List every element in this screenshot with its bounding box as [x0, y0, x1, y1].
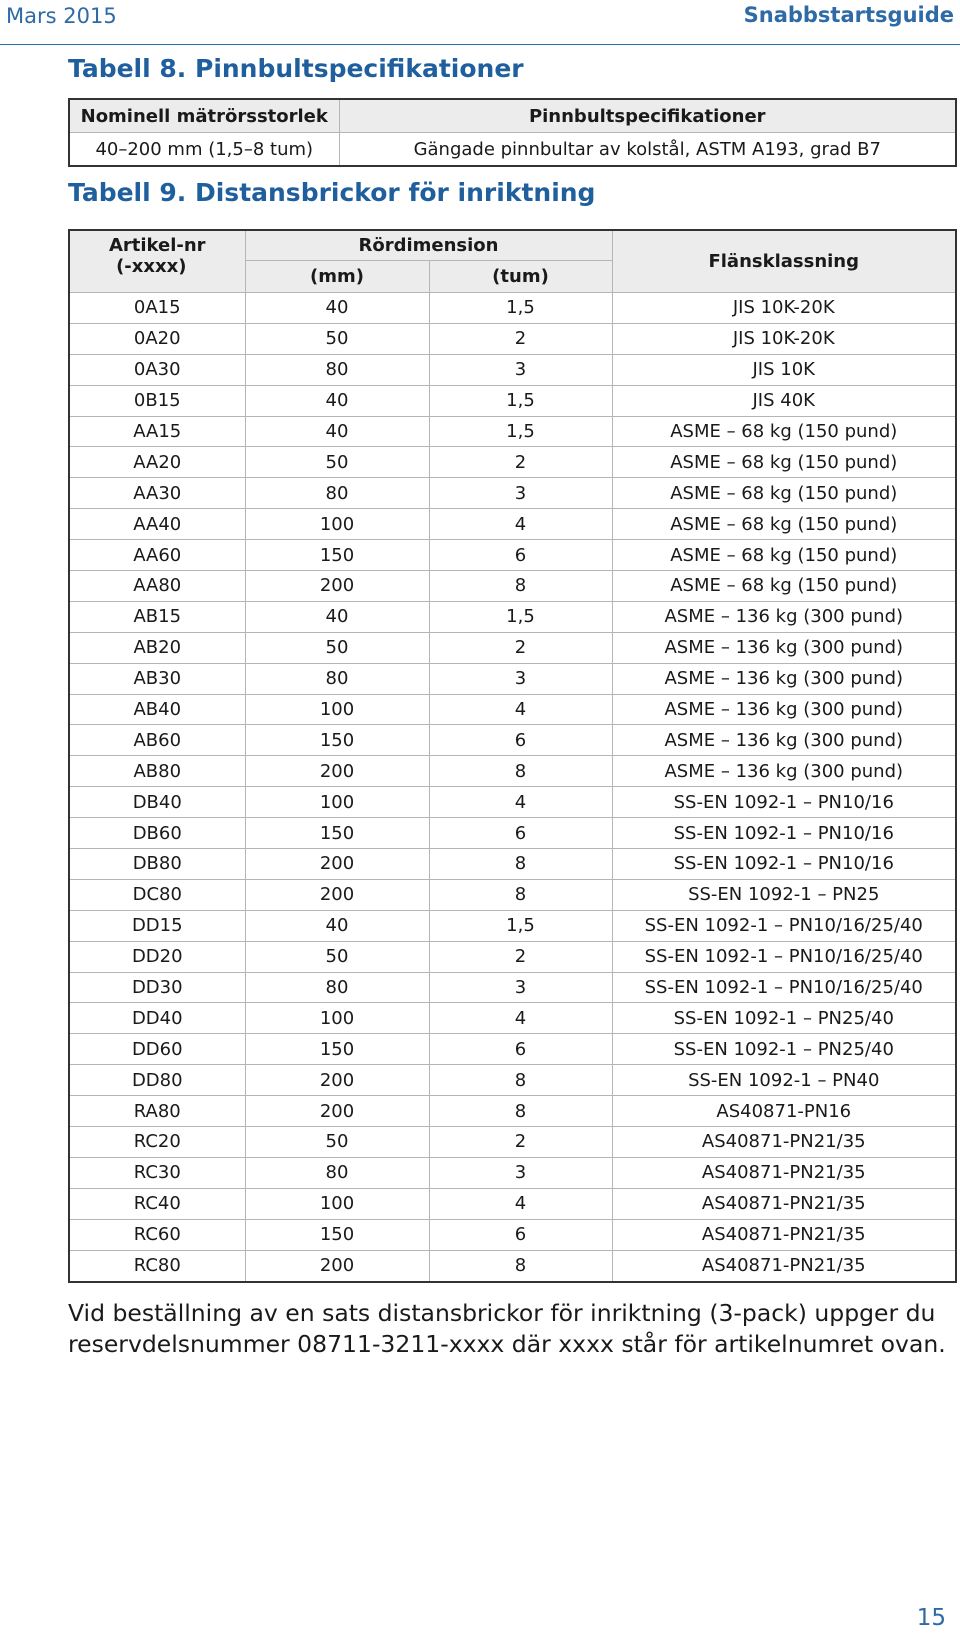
table-cell: 6: [429, 1219, 612, 1250]
table-cell: 100: [245, 509, 429, 540]
table-row: [69, 293, 956, 324]
table-cell: Gängade pinnbultar av kolstål, ASTM A193, grad B7: [339, 133, 956, 167]
table-row: [69, 725, 956, 756]
table-cell: AA20: [69, 447, 245, 478]
table-row: [69, 1188, 956, 1219]
table-cell: SS-EN 1092-1 – PN25: [612, 879, 956, 910]
table-cell: 8: [429, 571, 612, 602]
ordering-note: Vid beställning av en sats distansbrickor för inriktning (3-pack) uppger du reservdelsnummer 08711-3211-xxxx där xxxx står för artikelnumret ovan.: [68, 1299, 946, 1358]
table8-caption: Tabell 8. Pinnbultspecifikationer: [68, 54, 524, 83]
table-cell: 150: [245, 818, 429, 849]
table-cell: 1,5: [429, 910, 612, 941]
table-cell: 3: [429, 972, 612, 1003]
table-cell: ASME – 136 kg (300 pund): [612, 725, 956, 756]
page-number: 15: [916, 1605, 946, 1631]
table-cell: AB80: [69, 756, 245, 787]
table-cell: 200: [245, 756, 429, 787]
table-row: [69, 133, 956, 167]
table-cell: 40: [245, 601, 429, 632]
table-cell: 50: [245, 1127, 429, 1158]
table-cell: AB60: [69, 725, 245, 756]
table-row: [69, 818, 956, 849]
table-cell: DD15: [69, 910, 245, 941]
table-cell: ASME – 68 kg (150 pund): [612, 478, 956, 509]
table-cell: 1,5: [429, 385, 612, 416]
table-cell: RC40: [69, 1188, 245, 1219]
table-row: [69, 1003, 956, 1034]
table-cell: 8: [429, 879, 612, 910]
article-header-label: Artikel-nr: [108, 235, 206, 256]
table-cell: AA40: [69, 509, 245, 540]
table-cell: AB20: [69, 632, 245, 663]
table-cell: 80: [245, 972, 429, 1003]
table9-caption: Tabell 9. Distansbrickor för inriktning: [68, 178, 596, 207]
table-cell: SS-EN 1092-1 – PN40: [612, 1065, 956, 1096]
table-cell: DD30: [69, 972, 245, 1003]
table-cell: DD20: [69, 941, 245, 972]
table-cell: AA30: [69, 478, 245, 509]
table-row: [69, 416, 956, 447]
column-header-stud-bolt-spec: Pinnbultspecifikationer: [339, 99, 956, 133]
table-cell: ASME – 136 kg (300 pund): [612, 756, 956, 787]
table-row: [69, 323, 956, 354]
table-row: [69, 1096, 956, 1127]
table-cell: 2: [429, 447, 612, 478]
table-cell: 8: [429, 756, 612, 787]
table-cell: AA80: [69, 571, 245, 602]
table-cell: 3: [429, 354, 612, 385]
table-cell: 40–200 mm (1,5–8 tum): [69, 133, 339, 167]
table-cell: 80: [245, 478, 429, 509]
table-cell: 8: [429, 849, 612, 880]
header-divider: [0, 44, 960, 45]
table-cell: 1,5: [429, 416, 612, 447]
table-cell: RC20: [69, 1127, 245, 1158]
table-row: [69, 879, 956, 910]
table-cell: 8: [429, 1250, 612, 1281]
table-cell: 8: [429, 1096, 612, 1127]
table-cell: 3: [429, 663, 612, 694]
table-row: [69, 849, 956, 880]
table-cell: JIS 10K: [612, 354, 956, 385]
table-cell: 100: [245, 1188, 429, 1219]
table-cell: 200: [245, 849, 429, 880]
table-row: [69, 632, 956, 663]
table-cell: AS40871-PN21/35: [612, 1219, 956, 1250]
table-cell: ASME – 68 kg (150 pund): [612, 571, 956, 602]
article-header-sublabel: (-xxxx): [116, 256, 187, 277]
table-cell: 3: [429, 1157, 612, 1188]
table-cell: RC30: [69, 1157, 245, 1188]
table-cell: DD40: [69, 1003, 245, 1034]
table-cell: DD60: [69, 1034, 245, 1065]
table-cell: JIS 40K: [612, 385, 956, 416]
table-cell: SS-EN 1092-1 – PN10/16: [612, 818, 956, 849]
header-doc-title: Snabbstartsguide: [743, 3, 954, 27]
table-row: [69, 571, 956, 602]
table-cell: RA80: [69, 1096, 245, 1127]
table-cell: AB40: [69, 694, 245, 725]
table-cell: 0A20: [69, 323, 245, 354]
column-header-article: [69, 230, 245, 293]
table-row: [69, 663, 956, 694]
table-row: [69, 787, 956, 818]
table-row: [69, 694, 956, 725]
stud-bolt-spec-table: [68, 98, 957, 167]
table-cell: ASME – 136 kg (300 pund): [612, 632, 956, 663]
table-cell: ASME – 68 kg (150 pund): [612, 416, 956, 447]
table-cell: 80: [245, 663, 429, 694]
table-cell: 6: [429, 540, 612, 571]
table-cell: SS-EN 1092-1 – PN10/16/25/40: [612, 910, 956, 941]
table-cell: AB30: [69, 663, 245, 694]
alignment-spacer-table: [68, 229, 957, 1283]
table-row: [69, 972, 956, 1003]
table-row: [69, 540, 956, 571]
table-row: [69, 447, 956, 478]
table-row: [69, 1250, 956, 1281]
table-cell: AS40871-PN21/35: [612, 1188, 956, 1219]
table-row: [69, 1157, 956, 1188]
table-cell: 3: [429, 478, 612, 509]
table-cell: 200: [245, 879, 429, 910]
table-cell: 4: [429, 509, 612, 540]
table-cell: DD80: [69, 1065, 245, 1096]
table-row: [69, 910, 956, 941]
table-row: [69, 1127, 956, 1158]
table-cell: RC80: [69, 1250, 245, 1281]
table-body: [69, 293, 956, 1282]
table-cell: 50: [245, 447, 429, 478]
table-cell: 4: [429, 1188, 612, 1219]
table-cell: DB40: [69, 787, 245, 818]
table-cell: SS-EN 1092-1 – PN10/16/25/40: [612, 941, 956, 972]
table-header-row: [69, 99, 956, 133]
table-cell: 2: [429, 632, 612, 663]
table-cell: SS-EN 1092-1 – PN25/40: [612, 1034, 956, 1065]
table-cell: 50: [245, 941, 429, 972]
header-date: Mars 2015: [6, 4, 117, 28]
table-row: [69, 385, 956, 416]
table-cell: SS-EN 1092-1 – PN10/16: [612, 849, 956, 880]
table-cell: SS-EN 1092-1 – PN10/16/25/40: [612, 972, 956, 1003]
table-cell: 50: [245, 323, 429, 354]
table-cell: 150: [245, 1219, 429, 1250]
column-header-pipe-dimension: Rördimension: [245, 230, 612, 261]
table-cell: 200: [245, 1096, 429, 1127]
table-cell: 6: [429, 1034, 612, 1065]
column-header-inch: (tum): [429, 261, 612, 293]
table-row: [69, 1219, 956, 1250]
table-cell: 150: [245, 540, 429, 571]
table-cell: 80: [245, 354, 429, 385]
table-cell: 100: [245, 787, 429, 818]
table-cell: DB80: [69, 849, 245, 880]
table-row: [69, 1034, 956, 1065]
table-cell: JIS 10K-20K: [612, 293, 956, 324]
table-cell: 6: [429, 725, 612, 756]
table-cell: 4: [429, 787, 612, 818]
table-cell: 100: [245, 1003, 429, 1034]
column-header-mm: (mm): [245, 261, 429, 293]
table-cell: AB15: [69, 601, 245, 632]
table-cell: RC60: [69, 1219, 245, 1250]
table-cell: 150: [245, 725, 429, 756]
table-cell: JIS 10K-20K: [612, 323, 956, 354]
table-cell: 4: [429, 694, 612, 725]
table-cell: 0B15: [69, 385, 245, 416]
table-cell: 40: [245, 910, 429, 941]
table-row: [69, 478, 956, 509]
table-cell: AS40871-PN21/35: [612, 1157, 956, 1188]
table-row: [69, 941, 956, 972]
table-cell: 2: [429, 941, 612, 972]
table-cell: 80: [245, 1157, 429, 1188]
table-cell: 40: [245, 385, 429, 416]
table-cell: 0A30: [69, 354, 245, 385]
table-cell: 1,5: [429, 293, 612, 324]
table-cell: 2: [429, 323, 612, 354]
table-header-row: [69, 230, 956, 261]
column-header-flange-rating: Flänsklassning: [612, 230, 956, 293]
table-cell: 1,5: [429, 601, 612, 632]
table-cell: ASME – 68 kg (150 pund): [612, 509, 956, 540]
table-cell: 40: [245, 416, 429, 447]
table-cell: 100: [245, 694, 429, 725]
table-cell: 8: [429, 1065, 612, 1096]
table-row: [69, 354, 956, 385]
table-cell: 150: [245, 1034, 429, 1065]
table-cell: 50: [245, 632, 429, 663]
table-cell: ASME – 136 kg (300 pund): [612, 601, 956, 632]
table-row: [69, 509, 956, 540]
table-cell: 0A15: [69, 293, 245, 324]
table-cell: SS-EN 1092-1 – PN25/40: [612, 1003, 956, 1034]
table-cell: 200: [245, 571, 429, 602]
table-cell: SS-EN 1092-1 – PN10/16: [612, 787, 956, 818]
table-cell: 6: [429, 818, 612, 849]
table-cell: 200: [245, 1250, 429, 1281]
table-cell: 4: [429, 1003, 612, 1034]
table-cell: 40: [245, 293, 429, 324]
table-cell: AS40871-PN16: [612, 1096, 956, 1127]
table-cell: AA60: [69, 540, 245, 571]
column-header-nominal-size: Nominell mätrörsstorlek: [69, 99, 339, 133]
table-cell: ASME – 68 kg (150 pund): [612, 540, 956, 571]
table-cell: DB60: [69, 818, 245, 849]
table-cell: AS40871-PN21/35: [612, 1127, 956, 1158]
table-cell: AS40871-PN21/35: [612, 1250, 956, 1281]
table-cell: 2: [429, 1127, 612, 1158]
table-cell: AA15: [69, 416, 245, 447]
table-cell: DC80: [69, 879, 245, 910]
table-cell: ASME – 136 kg (300 pund): [612, 694, 956, 725]
table-row: [69, 601, 956, 632]
table-row: [69, 1065, 956, 1096]
table-row: [69, 756, 956, 787]
table-cell: 200: [245, 1065, 429, 1096]
table-cell: ASME – 68 kg (150 pund): [612, 447, 956, 478]
table-cell: ASME – 136 kg (300 pund): [612, 663, 956, 694]
